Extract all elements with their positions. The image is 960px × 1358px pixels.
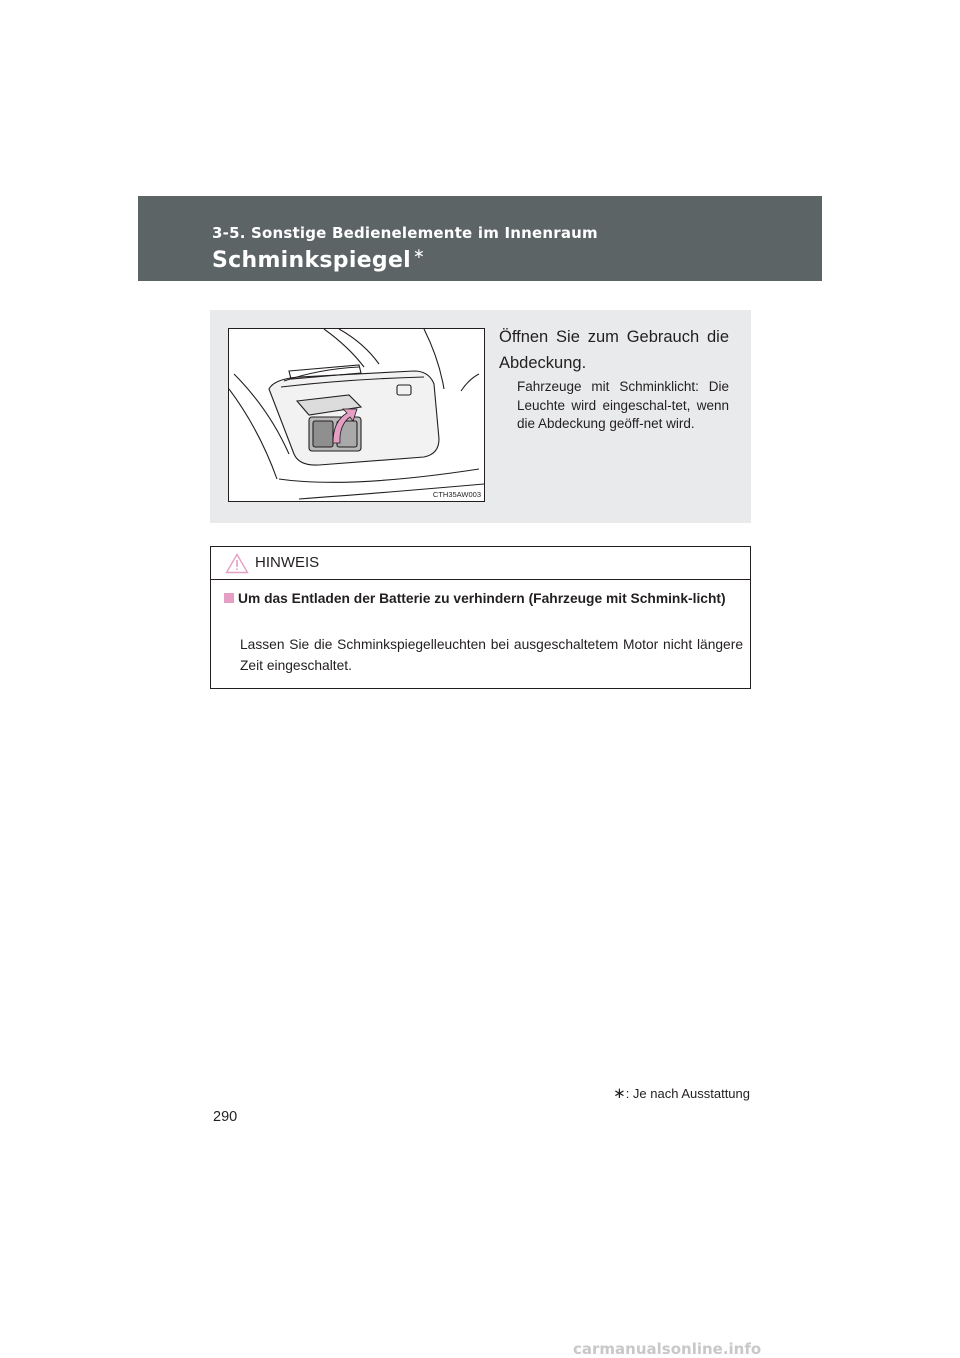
notice-header	[211, 547, 750, 580]
vanity-mirror-drawing	[229, 329, 484, 501]
footnote	[602, 1084, 750, 1102]
vanity-mirror-illustration	[228, 328, 485, 502]
optional-equipment-mark: ∗	[413, 246, 426, 262]
illustration-code: CTH35AW003	[432, 490, 481, 499]
notice-box	[210, 546, 751, 689]
bullet-square-icon	[224, 593, 234, 603]
watermark-text: carmanualsonline.info	[573, 1340, 762, 1358]
page-number: 290	[213, 1109, 238, 1125]
page-title-text: Schminkspiegel	[212, 248, 412, 273]
notice-heading-text: Um das Entladen der Batterie zu verhindern (Fahrzeuge mit Schmink-licht)	[238, 591, 726, 606]
notice-body: Lassen Sie die Schminkspiegelleuchten bei ausgeschaltetem Motor nicht längere Zeit eingeschaltet.	[240, 637, 743, 673]
chapter-header	[138, 196, 822, 281]
instruction-text: Öffnen Sie zum Gebrauch die Abdeckung.	[499, 328, 729, 372]
notice-heading	[224, 589, 740, 608]
instruction-panel	[210, 310, 751, 523]
page-title	[212, 246, 425, 273]
instruction-note: Fahrzeuge mit Schminklicht: Die Leuchte wird eingeschal-tet, wenn die Abdeckung geöff-net wird.	[517, 379, 729, 431]
notice-label: HINWEIS	[255, 554, 320, 571]
warning-triangle-icon	[225, 553, 249, 574]
section-title: 3-5. Sonstige Bedienelemente im Innenraum	[212, 224, 598, 242]
footnote-mark: ∗	[613, 1085, 626, 1102]
footnote-text: : Je nach Ausstattung	[625, 1086, 750, 1101]
